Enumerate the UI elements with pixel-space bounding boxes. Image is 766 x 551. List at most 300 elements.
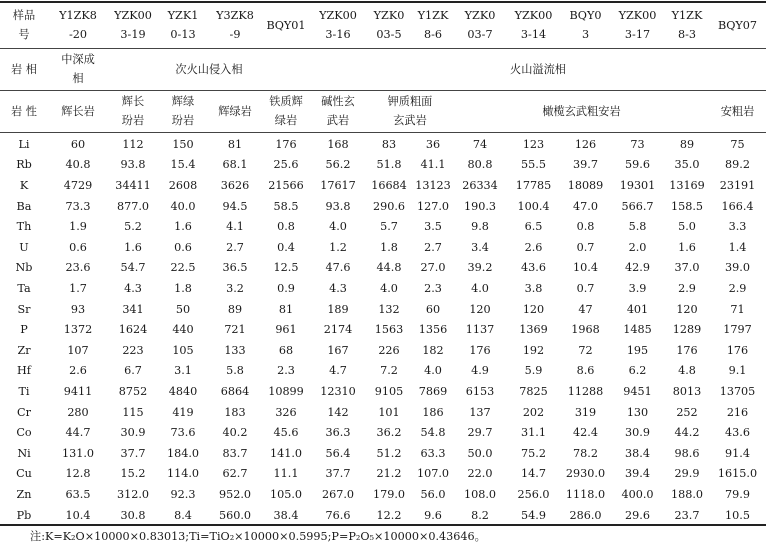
table-cell: 29.9 xyxy=(674,467,700,481)
table-cell: 4.9 xyxy=(471,364,489,378)
table-cell: 100.4 xyxy=(517,199,550,213)
element-label: Pb xyxy=(16,508,32,522)
table-cell: 8.6 xyxy=(576,364,595,378)
table-cell: 1.4 xyxy=(728,240,747,254)
table-cell: 79.9 xyxy=(725,487,750,501)
table-cell: 0.8 xyxy=(277,220,295,234)
table-cell: 5.0 xyxy=(678,220,696,234)
table-cell: 14.7 xyxy=(521,467,546,481)
table-cell: 30.9 xyxy=(120,426,146,440)
table-cell: 92.3 xyxy=(170,487,196,501)
table-cell: 0.9 xyxy=(277,281,295,295)
table-cell: 9.1 xyxy=(728,364,747,378)
table-cell: 47.0 xyxy=(573,199,598,213)
table-cell: 226 xyxy=(378,343,400,357)
table-cell: 5.7 xyxy=(380,220,398,234)
element-label: Li xyxy=(18,137,30,151)
table-cell: 5.2 xyxy=(124,220,142,234)
table-cell: 93.8 xyxy=(325,199,351,213)
facies-group: 中深成 相 xyxy=(61,53,95,85)
table-cell: 440 xyxy=(172,323,194,337)
table-cell: 3.3 xyxy=(728,220,747,234)
element-label: Th xyxy=(16,220,32,234)
table-cell: 51.8 xyxy=(376,158,402,172)
table-cell: 25.6 xyxy=(273,158,299,172)
sample-id: YZK0 03-7 xyxy=(464,9,496,41)
table-cell: 60 xyxy=(70,137,86,151)
table-cell: 1968 xyxy=(571,323,600,337)
table-cell: 101 xyxy=(378,405,400,419)
table-cell: 59.6 xyxy=(625,158,650,172)
table-cell: 216 xyxy=(726,405,749,419)
element-label: Sr xyxy=(17,302,31,316)
table-cell: 62.7 xyxy=(222,467,248,481)
header-rule-3 xyxy=(0,132,766,133)
table-cell: 312.0 xyxy=(116,487,150,501)
table-cell: 13169 xyxy=(669,178,705,192)
table-cell: 31.1 xyxy=(521,426,546,440)
table-cell: 43.6 xyxy=(725,426,750,440)
table-cell: 40.0 xyxy=(170,199,196,213)
table-cell: 182 xyxy=(422,343,444,357)
table-cell: 2.6 xyxy=(69,364,87,378)
table-cell: 401 xyxy=(626,302,649,316)
table-cell: 9.6 xyxy=(424,508,442,522)
table-cell: 137 xyxy=(469,405,491,419)
sample-id: BQY01 xyxy=(266,18,306,32)
table-cell: 30.8 xyxy=(120,508,146,522)
table-cell: 16684 xyxy=(371,178,407,192)
table-cell: 18089 xyxy=(567,178,604,192)
table-cell: 37.0 xyxy=(674,261,700,275)
table-cell: 36.5 xyxy=(222,261,248,275)
table-cell: 50.0 xyxy=(467,446,493,460)
table-cell: 6153 xyxy=(465,384,495,398)
sample-id: YZK00 3-16 xyxy=(319,9,357,41)
table-cell: 12.8 xyxy=(65,467,91,481)
table-cell: 22.0 xyxy=(467,467,493,481)
table-cell: 5.8 xyxy=(226,364,244,378)
table-cell: 5.9 xyxy=(524,364,543,378)
table-cell: 74 xyxy=(472,137,488,151)
table-cell: 10.4 xyxy=(573,261,598,275)
table-cell: 54.7 xyxy=(120,261,146,275)
table-cell: 877.0 xyxy=(116,199,150,213)
table-cell: 176 xyxy=(676,343,698,357)
element-label: Ti xyxy=(18,384,30,398)
table-cell: 183 xyxy=(224,405,246,419)
table-cell: 952.0 xyxy=(218,487,252,501)
table-cell: 4729 xyxy=(63,178,93,192)
table-cell: 1118.0 xyxy=(565,487,606,501)
table-cell: 44.8 xyxy=(376,261,402,275)
rock-type: 钾质粗面 玄武岩 xyxy=(387,95,433,127)
sample-id: YZK1 0-13 xyxy=(167,9,199,41)
facies-group: 次火山侵入相 xyxy=(175,62,243,76)
table-cell: 150 xyxy=(172,137,194,151)
table-cell: 112 xyxy=(122,137,144,151)
table-cell: 341 xyxy=(122,302,144,316)
table-cell: 961 xyxy=(275,323,297,337)
table-cell: 8752 xyxy=(118,384,148,398)
table-cell: 2174 xyxy=(323,323,353,337)
table-cell: 10.4 xyxy=(65,508,91,522)
table-cell: 38.4 xyxy=(273,508,299,522)
table-cell: 105.0 xyxy=(269,487,303,501)
table-cell: 120 xyxy=(469,302,491,316)
table-cell: 12.2 xyxy=(376,508,402,522)
table-cell: 76.6 xyxy=(325,508,351,522)
table-cell: 1485 xyxy=(623,323,652,337)
table-cell: 36.2 xyxy=(376,426,402,440)
table-cell: 68.1 xyxy=(222,158,248,172)
table-cell: 195 xyxy=(626,343,649,357)
table-cell: 176 xyxy=(275,137,297,151)
table-cell: 4.0 xyxy=(471,281,489,295)
table-cell: 45.6 xyxy=(273,426,299,440)
sample-id: Y1ZK 8-6 xyxy=(417,9,449,41)
sample-id: Y3ZK8 -9 xyxy=(216,9,254,41)
table-cell: 4.1 xyxy=(226,220,244,234)
table-cell: 120 xyxy=(676,302,698,316)
table-cell: 47 xyxy=(578,302,593,316)
table-cell: 176 xyxy=(726,343,749,357)
table-cell: 126 xyxy=(574,137,597,151)
table-cell: 2930.0 xyxy=(565,467,606,481)
table-cell: 34411 xyxy=(115,178,151,192)
table-cell: 10899 xyxy=(268,384,304,398)
table-cell: 1.6 xyxy=(678,240,696,254)
table-cell: 81 xyxy=(278,302,294,316)
sample-id: Y1ZK8 -20 xyxy=(59,9,97,41)
table-cell: 89 xyxy=(679,137,695,151)
table-cell: 89 xyxy=(227,302,243,316)
table-cell: 2.7 xyxy=(226,240,244,254)
table-cell: 72 xyxy=(578,343,593,357)
table-cell: 37.7 xyxy=(325,467,351,481)
table-cell: 4.0 xyxy=(424,364,442,378)
table-cell: 0.6 xyxy=(69,240,87,254)
table-cell: 89.2 xyxy=(725,158,750,172)
table-cell: 1.8 xyxy=(380,240,398,254)
table-cell: 9105 xyxy=(374,384,404,398)
table-cell: 43.6 xyxy=(521,261,546,275)
table-cell: 319 xyxy=(574,405,597,419)
table-cell: 44.2 xyxy=(674,426,700,440)
element-label: Ni xyxy=(17,446,31,460)
table-cell: 44.7 xyxy=(65,426,91,440)
table-cell: 4.3 xyxy=(329,281,347,295)
table-cell: 8.2 xyxy=(471,508,489,522)
table-cell: 39.0 xyxy=(725,261,750,275)
table-cell: 192 xyxy=(522,343,545,357)
table-cell: 1.6 xyxy=(174,220,192,234)
table-cell: 83 xyxy=(381,137,397,151)
table-cell: 30.9 xyxy=(625,426,650,440)
table-cell: 19301 xyxy=(619,178,656,192)
table-cell: 9451 xyxy=(623,384,652,398)
table-cell: 108.0 xyxy=(463,487,497,501)
table-cell: 4.8 xyxy=(678,364,696,378)
table-cell: 3.8 xyxy=(524,281,543,295)
table-cell: 326 xyxy=(275,405,297,419)
table-cell: 179.0 xyxy=(372,487,406,501)
table-cell: 37.7 xyxy=(120,446,146,460)
table-cell: 115 xyxy=(122,405,144,419)
sample-id: YZK00 3-19 xyxy=(114,9,152,41)
table-cell: 78.2 xyxy=(573,446,598,460)
table-cell: 8013 xyxy=(672,384,702,398)
table-cell: 50 xyxy=(175,302,191,316)
table-cell: 15.2 xyxy=(120,467,146,481)
table-cell: 80.8 xyxy=(467,158,493,172)
header-rule-1 xyxy=(0,48,766,49)
table-cell: 81 xyxy=(227,137,243,151)
table-cell: 3626 xyxy=(220,178,250,192)
table-cell: 202 xyxy=(522,405,545,419)
sample-id: YZK00 3-17 xyxy=(618,9,657,41)
table-cell: 2608 xyxy=(168,178,198,192)
table-cell: 120 xyxy=(522,302,545,316)
rock-type: 橄榄玄武粗安岩 xyxy=(542,104,621,118)
sample-id: YZK00 3-14 xyxy=(514,9,553,41)
table-cell: 58.5 xyxy=(273,199,299,213)
table-cell: 267.0 xyxy=(321,487,355,501)
table-cell: 127.0 xyxy=(416,199,450,213)
table-cell: 55.5 xyxy=(521,158,546,172)
table-cell: 2.9 xyxy=(728,281,747,295)
table-cell: 4.3 xyxy=(124,281,142,295)
table-cell: 17617 xyxy=(320,178,356,192)
table-cell: 2.3 xyxy=(424,281,442,295)
table-cell: 1.6 xyxy=(124,240,142,254)
table-cell: 2.9 xyxy=(678,281,696,295)
table-cell: 1797 xyxy=(723,323,752,337)
table-cell: 47.6 xyxy=(325,261,351,275)
table-cell: 560.0 xyxy=(218,508,252,522)
table-cell: 23.7 xyxy=(674,508,700,522)
table-cell: 2.0 xyxy=(628,240,647,254)
table-cell: 4.0 xyxy=(380,281,398,295)
table-top-rule xyxy=(0,1,766,3)
table-cell: 8.4 xyxy=(174,508,192,522)
table-cell: 3.9 xyxy=(628,281,647,295)
table-cell: 1615.0 xyxy=(717,467,758,481)
table-cell: 9411 xyxy=(63,384,93,398)
element-label: K xyxy=(19,178,29,192)
rock-type: 铁质辉 绿岩 xyxy=(269,95,303,127)
table-cell: 0.7 xyxy=(576,240,595,254)
table-cell: 0.4 xyxy=(277,240,295,254)
table-cell: 94.5 xyxy=(222,199,248,213)
table-cell: 4.7 xyxy=(329,364,347,378)
table-cell: 184.0 xyxy=(166,446,200,460)
facies-header-label: 岩 相 xyxy=(11,62,37,76)
table-cell: 83.7 xyxy=(222,446,248,460)
table-cell: 114.0 xyxy=(166,467,200,481)
table-cell: 176 xyxy=(469,343,491,357)
table-cell: 63.3 xyxy=(420,446,446,460)
table-cell: 40.8 xyxy=(65,158,91,172)
rock-type: 辉长岩 xyxy=(61,104,95,118)
table-cell: 71 xyxy=(730,302,745,316)
table-cell: 10.5 xyxy=(725,508,750,522)
rock-type: 辉绿岩 xyxy=(218,104,252,118)
table-cell: 0.8 xyxy=(576,220,595,234)
table-cell: 1.8 xyxy=(174,281,192,295)
header-rule-2 xyxy=(0,90,766,91)
table-cell: 142 xyxy=(327,405,349,419)
sample-id: BQY07 xyxy=(717,18,757,32)
table-cell: 1356 xyxy=(418,323,448,337)
table-cell: 290.6 xyxy=(372,199,406,213)
table-cell: 2.6 xyxy=(524,240,543,254)
element-label: P xyxy=(20,323,28,337)
table-cell: 7869 xyxy=(418,384,448,398)
table-cell: 132 xyxy=(378,302,400,316)
table-cell: 3.2 xyxy=(226,281,244,295)
table-cell: 1289 xyxy=(672,323,702,337)
table-cell: 56.0 xyxy=(420,487,446,501)
table-cell: 17785 xyxy=(515,178,552,192)
table-cell: 0.7 xyxy=(576,281,595,295)
table-cell: 54.8 xyxy=(420,426,446,440)
table-cell: 38.4 xyxy=(625,446,650,460)
table-cell: 13705 xyxy=(719,384,756,398)
table-cell: 35.0 xyxy=(674,158,700,172)
table-cell: 2.7 xyxy=(424,240,442,254)
table-cell: 56.4 xyxy=(325,446,351,460)
table-cell: 36.3 xyxy=(325,426,351,440)
element-label: Ba xyxy=(16,199,32,213)
table-cell: 56.2 xyxy=(325,158,351,172)
rock-header-label: 岩 性 xyxy=(11,104,37,118)
table-cell: 42.9 xyxy=(625,261,650,275)
element-label: Zr xyxy=(17,343,31,357)
table-cell: 107.0 xyxy=(416,467,450,481)
element-label: Cu xyxy=(16,467,32,481)
table-cell: 2.3 xyxy=(277,364,295,378)
table-cell: 6864 xyxy=(220,384,250,398)
table-cell: 93 xyxy=(70,302,86,316)
table-cell: 39.2 xyxy=(467,261,493,275)
table-cell: 68 xyxy=(278,343,294,357)
table-cell: 131.0 xyxy=(61,446,95,460)
table-cell: 29.6 xyxy=(625,508,650,522)
table-cell: 7825 xyxy=(519,384,548,398)
table-cell: 7.2 xyxy=(380,364,398,378)
table-cell: 1563 xyxy=(374,323,404,337)
table-cell: 13123 xyxy=(415,178,451,192)
table-cell: 190.3 xyxy=(463,199,497,213)
table-cell: 188.0 xyxy=(670,487,704,501)
table-cell: 23.6 xyxy=(65,261,91,275)
table-cell: 40.2 xyxy=(222,426,248,440)
element-label: Hf xyxy=(17,364,31,378)
table-cell: 91.4 xyxy=(725,446,750,460)
rock-type: 碱性玄 武岩 xyxy=(321,95,355,127)
table-cell: 5.8 xyxy=(628,220,647,234)
element-label: Rb xyxy=(16,158,32,172)
table-cell: 4.0 xyxy=(329,220,347,234)
table-cell: 141.0 xyxy=(269,446,303,460)
table-cell: 11.1 xyxy=(273,467,299,481)
table-footnote: 注:K=K₂O×10000×0.83013;Ti=TiO₂×10000×0.5995;P=P₂O₅×10000×0.43646。 xyxy=(30,530,486,543)
table-cell: 0.6 xyxy=(174,240,192,254)
table-cell: 6.5 xyxy=(524,220,543,234)
table-cell: 1.2 xyxy=(329,240,347,254)
table-cell: 6.7 xyxy=(124,364,142,378)
table-cell: 21.2 xyxy=(376,467,402,481)
table-cell: 12.5 xyxy=(273,261,299,275)
table-cell: 26334 xyxy=(462,178,498,192)
table-cell: 1372 xyxy=(63,323,93,337)
element-label: Ta xyxy=(17,281,31,295)
table-cell: 419 xyxy=(172,405,194,419)
table-cell: 286.0 xyxy=(569,508,602,522)
table-cell: 3.5 xyxy=(424,220,442,234)
table-cell: 3.4 xyxy=(471,240,489,254)
table-cell: 400.0 xyxy=(621,487,654,501)
table-cell: 23191 xyxy=(719,178,756,192)
table-cell: 6.2 xyxy=(628,364,647,378)
table-cell: 73 xyxy=(630,137,645,151)
table-cell: 29.7 xyxy=(467,426,493,440)
table-cell: 54.9 xyxy=(521,508,546,522)
table-cell: 41.1 xyxy=(420,158,446,172)
table-cell: 51.2 xyxy=(376,446,402,460)
table-cell: 42.4 xyxy=(573,426,598,440)
table-cell: 36 xyxy=(425,137,441,151)
table-cell: 158.5 xyxy=(670,199,704,213)
table-cell: 168 xyxy=(327,137,349,151)
table-cell: 12310 xyxy=(320,384,356,398)
table-cell: 123 xyxy=(522,137,545,151)
table-cell: 133 xyxy=(224,343,246,357)
table-cell: 166.4 xyxy=(721,199,754,213)
table-cell: 27.0 xyxy=(420,261,446,275)
table-cell: 223 xyxy=(122,343,144,357)
element-label: Zn xyxy=(16,487,32,501)
table-cell: 4840 xyxy=(168,384,198,398)
rock-type: 安粗岩 xyxy=(720,104,755,118)
element-label: Nb xyxy=(15,261,33,275)
table-cell: 9.8 xyxy=(471,220,489,234)
table-cell: 1369 xyxy=(519,323,548,337)
table-cell: 75.2 xyxy=(521,446,546,460)
table-cell: 189 xyxy=(327,302,349,316)
table-cell: 1624 xyxy=(118,323,148,337)
table-cell: 39.7 xyxy=(573,158,598,172)
sample-id: Y1ZK 8-3 xyxy=(671,9,703,41)
table-cell: 167 xyxy=(327,343,349,357)
sample-header-label: 样品 号 xyxy=(12,9,36,41)
table-cell: 721 xyxy=(224,323,246,337)
table-cell: 63.5 xyxy=(65,487,91,501)
facies-group: 火山溢流相 xyxy=(510,62,566,76)
table-cell: 73.3 xyxy=(65,199,91,213)
table-cell: 21566 xyxy=(268,178,304,192)
table-cell: 39.4 xyxy=(625,467,650,481)
rock-type: 辉长 玢岩 xyxy=(121,95,145,127)
table-cell: 107 xyxy=(67,343,89,357)
table-cell: 186 xyxy=(422,405,444,419)
table-cell: 22.5 xyxy=(170,261,196,275)
table-cell: 15.4 xyxy=(170,158,196,172)
table-cell: 3.1 xyxy=(174,364,192,378)
table-cell: 566.7 xyxy=(621,199,654,213)
table-cell: 1.9 xyxy=(69,220,87,234)
